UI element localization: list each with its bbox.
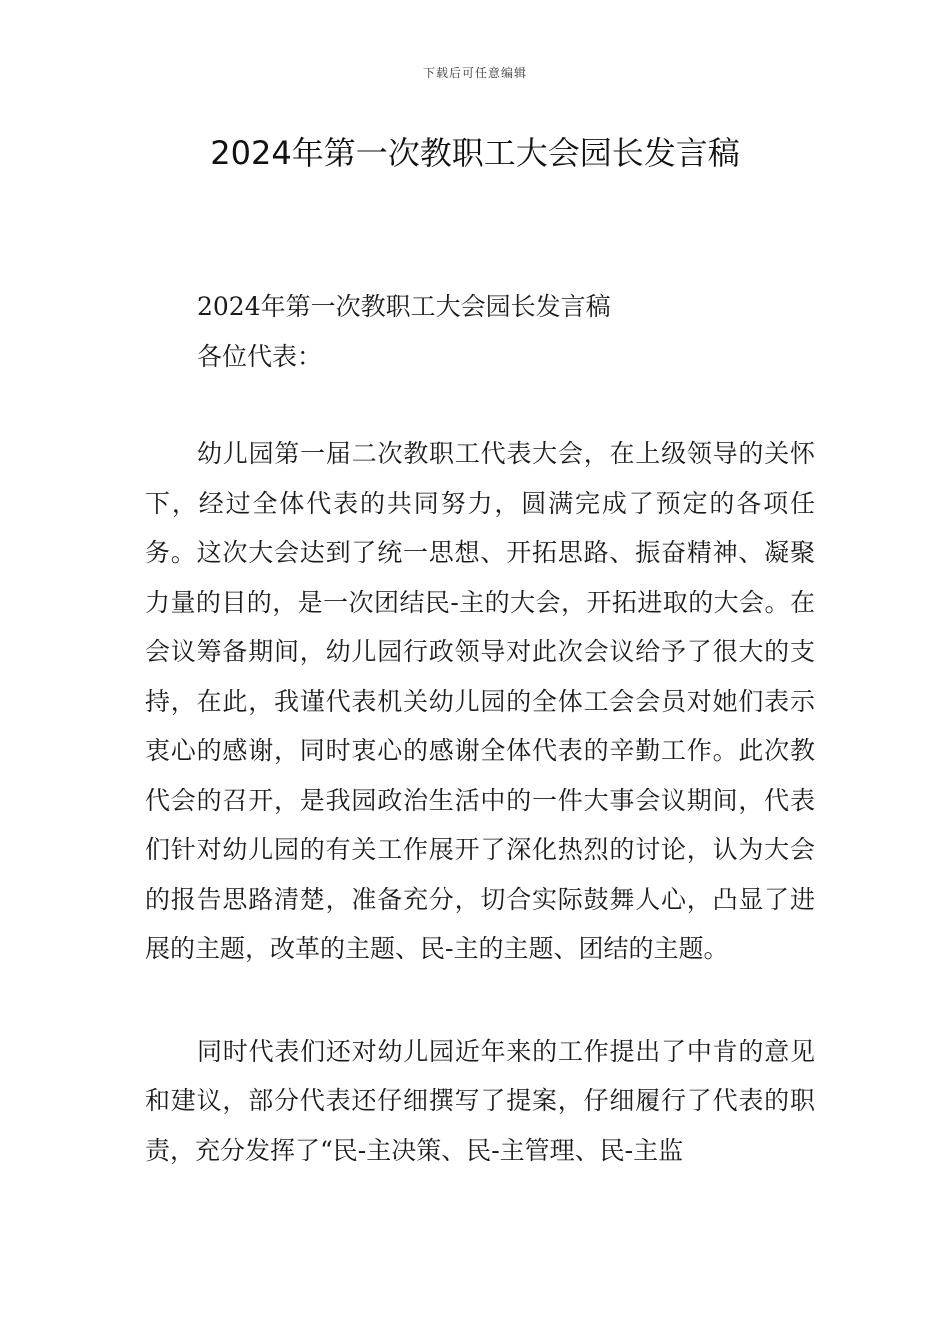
paragraph-1: 幼儿园第一届二次教职工代表大会，在上级领导的关怀下，经过全体代表的共同努力，圆满完成了预定的各项任务。这次大会达到了统一思想、开拓思路、振奋精神、凝聚力量的目的，是一次团结民-主的大会，开拓进取的大会。在会议筹备期间，幼儿园行政领导对此次会议给予了很大的支持，在此，我谨代表机关幼儿园的全体工会会员对她们表示衷心的感谢，同时衷心的感谢全体代表的辛勤工作。此次教代会的召开，是我园政治生活中的一件大事会议期间，代表们针对幼儿园的有关工作展开了深化热烈的讨论，认为大会的报告思路清楚，准备充分，切合实际鼓舞人心，凸显了进展的主题，改革的主题、民-主的主题、团结的主题。 bbox=[145, 439, 815, 963]
paragraph-spacer bbox=[145, 974, 815, 1027]
document-body bbox=[145, 282, 815, 1175]
paragraph-2: 同时代表们还对幼儿园近年来的工作提出了中肯的意见和建议，部分代表还仔细撰写了提案，仔细履行了代表的职责，充分发挥了“民-主决策、民-主管理、民-主监 bbox=[145, 1036, 815, 1165]
salutation: 各位代表： bbox=[197, 341, 323, 371]
page-header-note: 下载后可任意编辑 bbox=[422, 66, 527, 80]
paragraph-spacer bbox=[145, 381, 815, 429]
document-subtitle: 2024年第一次教职工大会园长发言稿 bbox=[197, 292, 611, 321]
document-title: 2024年第一次教职工大会园长发言稿 bbox=[210, 134, 740, 172]
